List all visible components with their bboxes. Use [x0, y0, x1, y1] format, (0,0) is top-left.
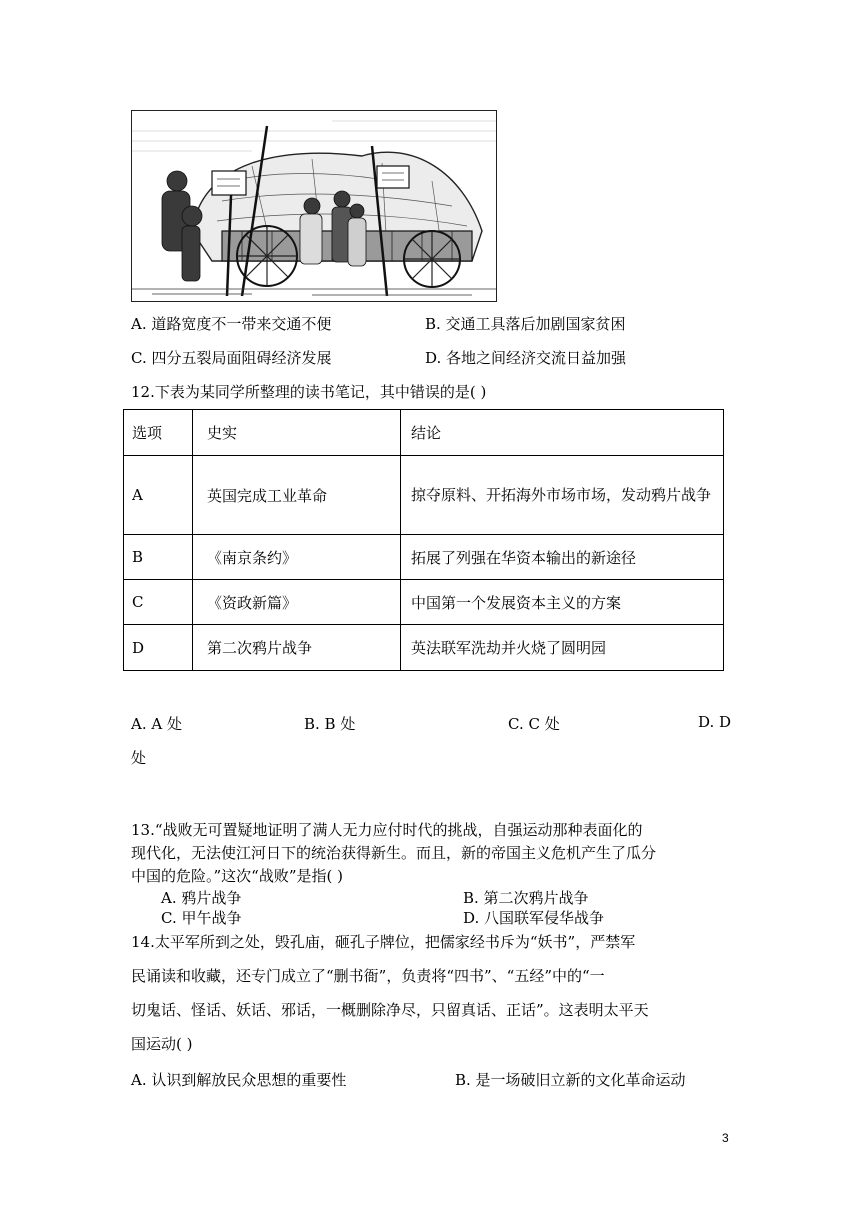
row-d-option: D — [124, 625, 193, 671]
q13-stem-line-2: 现代化，无法使江河日下的统治获得新生。而且，新的帝国主义危机产生了瓜分 — [131, 844, 657, 862]
row-d-fact: 第二次鸦片战争 — [193, 625, 401, 671]
wagon-engraving — [132, 111, 496, 301]
row-c-option: C — [124, 580, 193, 625]
q12-option-a: A. A 处 — [131, 715, 182, 733]
row-c-fact: 《资政新篇》 — [193, 580, 401, 625]
row-a-option: A — [124, 456, 193, 535]
q13-option-c: C. 甲午战争 — [161, 909, 242, 927]
row-a-conclusion: 掠夺原料、开拓海外市场市场，发动鸦片战争 — [401, 456, 724, 535]
q14-stem-line-4: 国运动( ) — [131, 1035, 193, 1053]
q12-stem: 12.下表为某同学所整理的读书笔记，其中错误的是( ) — [131, 383, 487, 401]
row-a-fact: 英国完成工业革命 — [193, 456, 401, 535]
historical-illustration — [131, 110, 497, 302]
q13-stem-line-1: 13.“战败无可置疑地证明了满人无力应付时代的挑战，自强运动那种表面化的 — [131, 821, 643, 839]
row-c-conclusion: 中国第一个发展资本主义的方案 — [401, 580, 724, 625]
header-option: 选项 — [124, 410, 193, 456]
q13-stem-line-3: 中国的危险。”这次“战败”是指( ) — [131, 867, 343, 885]
q13-option-b: B. 第二次鸦片战争 — [463, 889, 589, 907]
row-b-option: B — [124, 535, 193, 580]
table-row — [124, 535, 724, 580]
table-row — [124, 580, 724, 625]
q11-option-d: D. 各地之间经济交流日益加强 — [425, 349, 627, 367]
q12-option-d: D. D — [698, 713, 732, 731]
table-row — [124, 625, 724, 671]
q14-option-a: A. 认识到解放民众思想的重要性 — [131, 1071, 347, 1089]
q14-option-b: B. 是一场破旧立新的文化革命运动 — [455, 1071, 686, 1089]
q13-option-d: D. 八国联军侵华战争 — [463, 909, 605, 927]
q11-option-b: B. 交通工具落后加剧国家贫困 — [425, 315, 626, 333]
header-conclusion: 结论 — [401, 410, 724, 456]
page-number: 3 — [722, 1131, 729, 1145]
q13-option-a: A. 鸦片战争 — [161, 889, 242, 907]
q12-option-d-wrap: 处 — [131, 749, 147, 767]
row-d-conclusion: 英法联军洗劫并火烧了圆明园 — [401, 625, 724, 671]
q14-stem-line-2: 民诵读和收藏，还专门成立了“删书衙”，负责将“四书”、“五经”中的“一 — [131, 967, 605, 985]
q12-option-b: B. B 处 — [304, 715, 356, 733]
table-header-row — [124, 410, 724, 456]
row-b-conclusion: 拓展了列强在华资本输出的新途径 — [401, 535, 724, 580]
table-row — [124, 456, 724, 535]
header-fact: 史实 — [193, 410, 401, 456]
row-b-fact: 《南京条约》 — [193, 535, 401, 580]
q14-stem-line-1: 14.太平军所到之处，毁孔庙，砸孔子牌位，把儒家经书斥为“妖书”，严禁军 — [131, 933, 636, 951]
q11-option-a: A. 道路宽度不一带来交通不便 — [131, 315, 332, 333]
q12-option-c: C. C 处 — [508, 715, 560, 733]
q11-option-c: C. 四分五裂局面阻碍经济发展 — [131, 349, 332, 367]
q14-stem-line-3: 切鬼话、怪话、妖话、邪话，一概删除净尽，只留真话、正话”。这表明太平天 — [131, 1001, 649, 1019]
reading-notes-table — [123, 409, 724, 671]
